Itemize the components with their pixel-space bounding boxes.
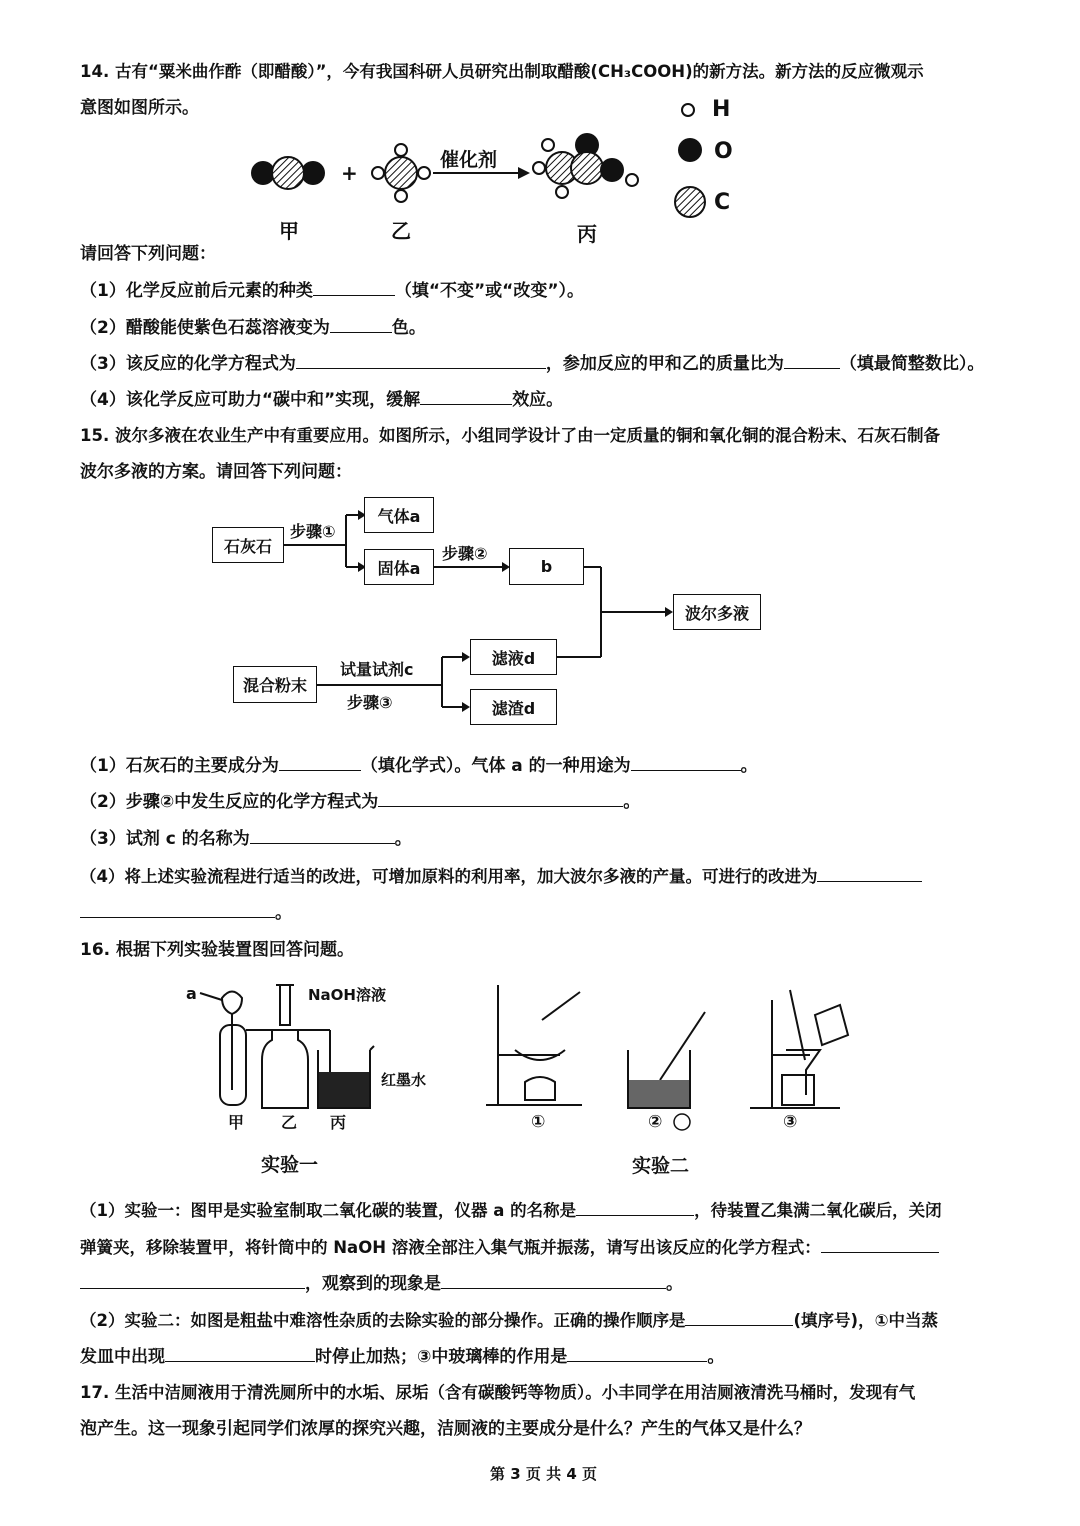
fig-caption-exp2: 实验二 [632, 1155, 690, 1177]
answer-blank[interactable] [685, 1310, 793, 1326]
q15-sub3: （3）试剂 c 的名称为 。 [80, 829, 412, 849]
receiving-beaker [782, 1075, 814, 1105]
flow-box-residue: 滤渣d [470, 689, 557, 725]
legend-c-label: C [714, 190, 731, 215]
q17-line2: 泡产生。这一现象引起同学们浓厚的探究兴趣，洁厕液的主要成分是什么？产生的气体又是什么？ [80, 1419, 811, 1439]
label-yi: 乙 [391, 219, 411, 243]
q14-sub1: （1）化学反应前后元素的种类 （填“不变”或“改变”）。 [80, 281, 585, 301]
q16-line1: 16. 根据下列实验装置图回答问题。 [80, 940, 355, 960]
answer-blank[interactable] [165, 1346, 315, 1362]
flow-box-b: b [509, 548, 584, 585]
fig-label-n2: ② [648, 1112, 663, 1132]
fig-label-n3: ③ [783, 1112, 798, 1132]
flow-label-step1: 步骤① [290, 522, 336, 541]
flow-box-solid-a: 固体a [364, 549, 434, 585]
fig-label-n1: ① [531, 1112, 546, 1132]
fig-label-naoh: NaOH溶液 [308, 986, 386, 1004]
flow-box-gas-a: 气体a [364, 497, 434, 533]
flow-label-step3: 步骤③ [347, 693, 393, 712]
pouring-beaker [815, 1005, 848, 1045]
q14-line2: 意图如图所示。 [80, 98, 199, 118]
q16-part2-l2: 发皿中出现 时停止加热；③中玻璃棒的作用是 。 [80, 1347, 725, 1367]
q14-sub4: （4）该化学反应可助力“碳中和”实现，缓解 效应。 [80, 390, 564, 410]
gas-bottle-yi [262, 1030, 308, 1108]
flow-box-limestone: 石灰石 [212, 527, 284, 563]
separatory-funnel [222, 992, 242, 1015]
q15-line2: 波尔多液的方案。请回答下列问题： [80, 462, 352, 482]
answer-blank[interactable] [576, 1200, 694, 1216]
q15-sub1: （1）石灰石的主要成分为 （填化学式）。气体 a 的一种用途为 。 [80, 756, 758, 776]
q15-sub4: （4）将上述实验流程进行适当的改进，可增加原料的利用率，加大波尔多液的产量。可进行的改进为 [80, 866, 922, 887]
flow-box-bordeaux: 波尔多液 [673, 594, 761, 630]
answer-blank[interactable] [821, 1237, 939, 1253]
fig-label-bing: 丙 [330, 1113, 347, 1132]
flow-box-mix: 混合粉末 [233, 666, 317, 703]
legend-o-label: O [714, 139, 733, 164]
fig-label-red-ink: 红墨水 [381, 1071, 427, 1089]
q15-sub4-cont: 。 [80, 902, 292, 923]
answer-blank[interactable] [80, 1273, 305, 1289]
flow-box-filtrate: 滤液d [470, 639, 557, 675]
answer-blank[interactable] [441, 1273, 666, 1289]
q16-part1: （1）实验一：图甲是实验室制取二氧化碳的装置，仪器 a 的名称是 ，待装置乙集满二氧化碳后，关闭 [80, 1201, 942, 1220]
legend-h-label: H [712, 97, 731, 122]
q17-line1: 17. 生活中洁厕液用于清洗厕所中的水垢、尿垢（含有碳酸钙等物质）。小丰同学在用洁厕液清洗马桶时，发现有气 [80, 1383, 916, 1402]
q14-line1: 14. 古有“粟米曲作酢（即醋酸）”，今有我国科研人员研究出制取醋酸(CH₃COOH)的新方法。新方法的反应微观示 [80, 62, 924, 81]
flow-label-step2: 步骤② [442, 544, 488, 563]
q16-part1-l2: 弹簧夹，移除装置甲，将针筒中的 NaOH 溶液全部注入集气瓶并振荡，请写出该反应的化学方程式： [80, 1237, 939, 1258]
flow-label-reagent: 试量试剂c [340, 660, 414, 679]
fig-label-yi: 乙 [281, 1113, 298, 1132]
fig-caption-exp1: 实验一 [261, 1154, 319, 1176]
catalyst-label: 催化剂 [440, 149, 498, 171]
page-footer: 第 3 页 共 4 页 [490, 1465, 597, 1483]
q16-part1-l3: ，观察到的现象是 。 [80, 1273, 683, 1294]
q16-part2: （2）实验二：如图是粗盐中难溶性杂质的去除实验的部分操作。正确的操作顺序是 (填序号)，①中当蒸 [80, 1311, 939, 1330]
q15-sub2: （2）步骤②中发生反应的化学方程式为 。 [80, 792, 641, 812]
fig-label-a: a [186, 984, 197, 1003]
syringe [280, 985, 290, 1025]
q14-sub2: （2）醋酸能使紫色石蕊溶液变为 色。 [80, 318, 426, 338]
q15-line1: 15. 波尔多液在农业生产中有重要应用。如图所示，小组同学设计了由一定质量的铜和氧化铜的混合粉末、石灰石制备 [80, 426, 940, 445]
q14-prompt: 请回答下列问题： [80, 244, 216, 264]
fig-label-jia: 甲 [228, 1113, 245, 1132]
label-jia: 甲 [279, 219, 299, 243]
alcohol-lamp [525, 1077, 555, 1100]
answer-blank[interactable] [567, 1346, 707, 1362]
q14-sub3: （3）该反应的化学方程式为 ，参加反应的甲和乙的质量比为 （填最简整数比）。 [80, 354, 985, 374]
plus-sign: + [341, 161, 358, 185]
label-bing: 丙 [577, 222, 597, 246]
